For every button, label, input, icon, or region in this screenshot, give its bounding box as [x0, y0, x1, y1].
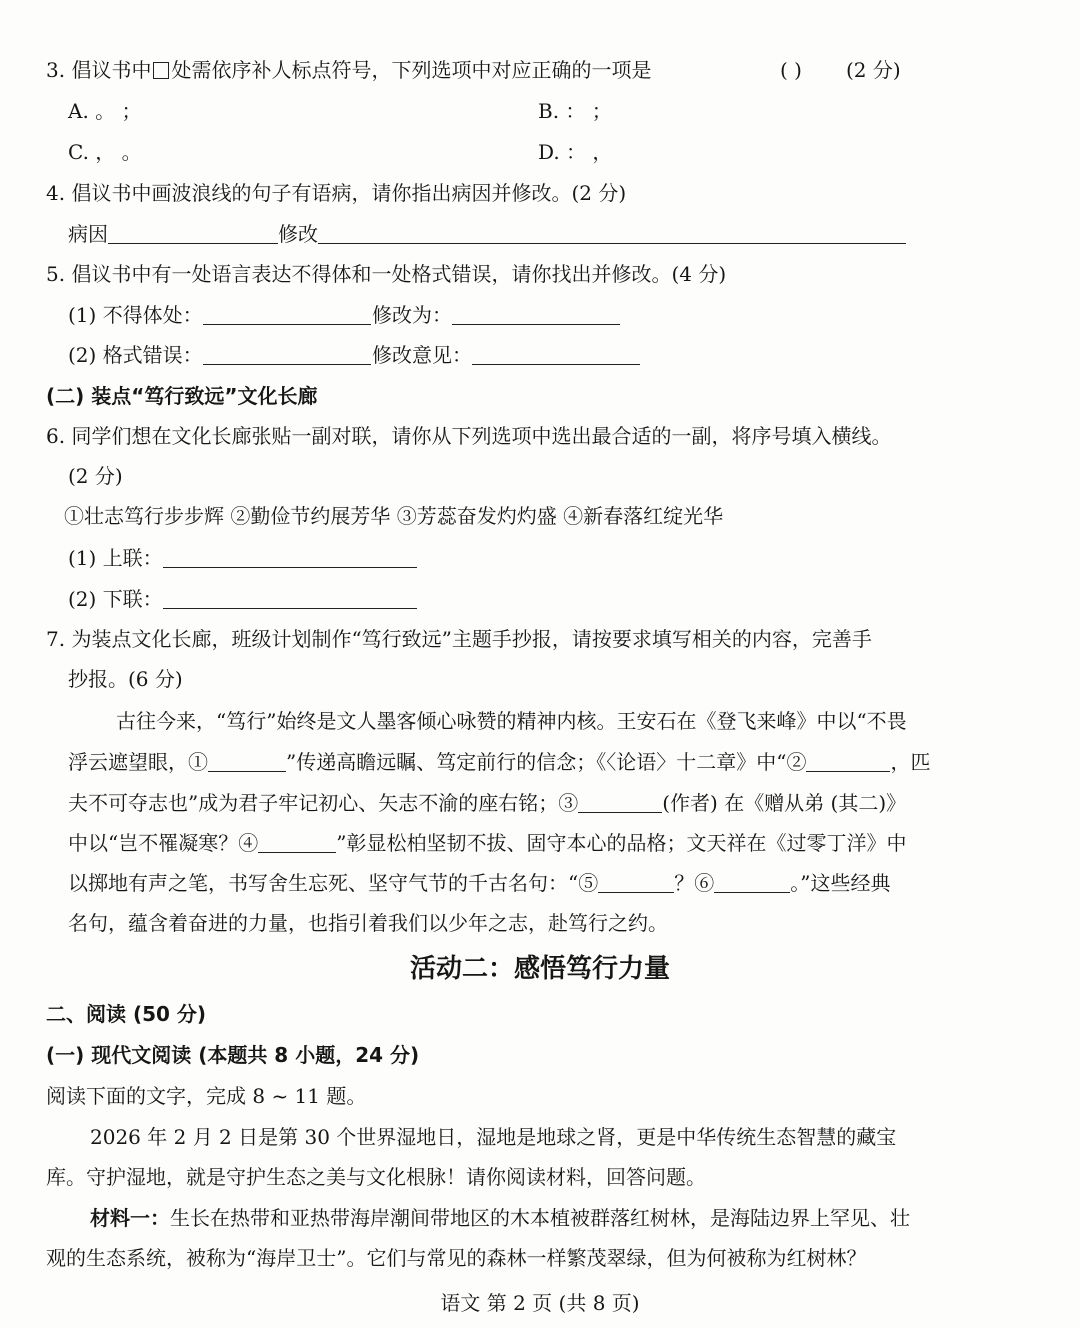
q7-text: 以掷地有声之笔，书写舍生忘死、坚守气节的千古名句：“⑤	[68, 871, 599, 895]
q7-text: ，匹	[890, 750, 931, 774]
q7-para-line4	[68, 833, 906, 853]
q6-choices: ①壮志笃行步步辉 ②勤俭节约展芳华 ③芳蕊奋发灼灼盛 ④新春落红绽光华	[64, 504, 724, 528]
q7-para-line2	[68, 752, 930, 772]
q5-r1-label: (1) 不得体处：	[68, 303, 203, 327]
blank-6[interactable]	[714, 874, 790, 893]
material-1-line2: 观的生态系统，被称为“海岸卫士”。它们与常见的森林一样繁茂翠绿，但为何被称为红树林？	[46, 1246, 867, 1270]
q5-r2-fix-label: 修改意见：	[372, 343, 472, 367]
q7-text: ？⑥	[674, 871, 715, 895]
q5-row1	[68, 305, 371, 325]
q7-text: 夫不可夺志也”成为君子牢记初心、矢志不渝的座右铭；③	[68, 791, 579, 815]
q7-text: ”传递高瞻远瞩、笃定前行的信念；《〈论语〉十二章》中“②	[286, 750, 807, 774]
q3-stem	[46, 60, 651, 80]
section-heading: (二) 装点“笃行致远”文化长廊	[46, 384, 318, 408]
q7-stem: 7. 为装点文化长廊，班级计划制作“笃行致远”主题手抄报，请按要求填写相关的内容，完善手	[46, 627, 872, 651]
q4-cause-row	[68, 224, 906, 244]
q6-upper-label: (1) 上联：	[68, 546, 163, 570]
q7-para-line3	[68, 793, 906, 813]
q7-para-line5	[68, 873, 890, 893]
q6-stem: 6. 同学们想在文化长廊张贴一副对联，请你从下列选项中选出最合适的一副，将序号填入横线。	[46, 424, 892, 448]
reading-subheading: (一) 现代文阅读 (本题共 8 小题，24 分)	[46, 1043, 420, 1067]
reading-intro: 阅读下面的文字，完成 8 ~ 11 题。	[46, 1084, 367, 1108]
q5-row1-fix	[372, 305, 620, 325]
q4-fix-label: 修改	[278, 222, 318, 246]
q5-r1-fix-label: 修改为：	[372, 303, 452, 327]
reading-para1-line1: 2026 年 2 月 2 日是第 30 个世界湿地日，湿地是地球之肾，更是中华传统生态智慧的藏宝	[90, 1125, 897, 1149]
q5-r2-label: (2) 格式错误：	[68, 343, 203, 367]
blank-1[interactable]	[208, 753, 286, 772]
material-label: 材料一：	[90, 1206, 170, 1230]
activity-title: 活动二：感悟笃行力量	[409, 954, 670, 984]
blank-5[interactable]	[598, 874, 674, 893]
q3-option-c[interactable]: C. ， 。	[68, 140, 142, 164]
q3-option-a[interactable]: A. 。 ；	[68, 99, 142, 123]
q5-row2-fix	[372, 345, 640, 365]
q6-score: (2 分)	[68, 464, 123, 488]
q6-lower-label: (2) 下联：	[68, 587, 163, 611]
q6-upper-blank[interactable]	[163, 549, 417, 568]
material-1-line1	[90, 1208, 910, 1228]
blank-2[interactable]	[806, 753, 890, 772]
q6-lower-row	[68, 589, 417, 609]
q5-r2-blank[interactable]	[203, 346, 371, 365]
q4-cause-blank[interactable]	[108, 225, 278, 244]
q7-text: (作者) 在《赠从弟 (其二)》	[662, 791, 907, 815]
q3-score: (2 分)	[846, 58, 901, 82]
q4-cause-label: 病因	[68, 222, 108, 246]
q5-row2	[68, 345, 371, 365]
q5-stem: 5. 倡议书中有一处语言表达不得体和一处格式错误，请你找出并修改。(4 分)	[46, 262, 727, 286]
q5-r1-blank[interactable]	[203, 306, 371, 325]
q6-upper-row	[68, 548, 417, 568]
blank-4[interactable]	[258, 834, 336, 853]
q5-r1-fix-blank[interactable]	[452, 306, 620, 325]
reading-para1-line2: 库。守护湿地，就是守护生态之美与文化根脉！请你阅读材料，回答问题。	[46, 1165, 706, 1189]
q3-stem-b: 处需依序补人标点符号，下列选项中对应正确的一项是	[171, 58, 652, 82]
q7-para-line6: 名句，蕴含着奋进的力量，也指引着我们以少年之志，赴笃行之约。	[68, 911, 668, 935]
q7-text: 浮云遮望眼，①	[68, 750, 208, 774]
q3-stem-a: 3. 倡议书中	[46, 58, 152, 82]
answer-box-icon	[153, 62, 169, 79]
blank-3[interactable]	[578, 794, 662, 813]
q3-option-d[interactable]: D. ： ，	[538, 140, 613, 164]
reading-heading: 二、阅读 (50 分)	[46, 1002, 207, 1026]
q3-answer-paren[interactable]: ( )	[780, 58, 802, 82]
q3-option-b[interactable]: B. ： ；	[538, 99, 612, 123]
q6-lower-blank[interactable]	[163, 590, 417, 609]
q4-fix-blank[interactable]	[318, 225, 906, 244]
q4-stem: 4. 倡议书中画波浪线的句子有语病，请你指出病因并修改。(2 分)	[46, 181, 627, 205]
q5-r2-fix-blank[interactable]	[472, 346, 640, 365]
material-text: 生长在热带和亚热带海岸潮间带地区的木本植被群落红树林，是海陆边界上罕见、壮	[170, 1206, 910, 1230]
q7-para-line1: 古往今来，“笃行”始终是文人墨客倾心咏赞的精神内核。王安石在《登飞来峰》中以“不畏	[116, 709, 907, 733]
q7-stem-2: 抄报。(6 分)	[68, 667, 183, 691]
q7-text: 。”这些经典	[790, 871, 891, 895]
q7-text: 中以“岂不罹凝寒？④	[68, 831, 259, 855]
q7-text: ”彰显松柏坚韧不拔、固守本心的品格；文天祥在《过零丁洋》中	[336, 831, 907, 855]
page-footer: 语文 第 2 页 (共 8 页)	[440, 1291, 640, 1315]
